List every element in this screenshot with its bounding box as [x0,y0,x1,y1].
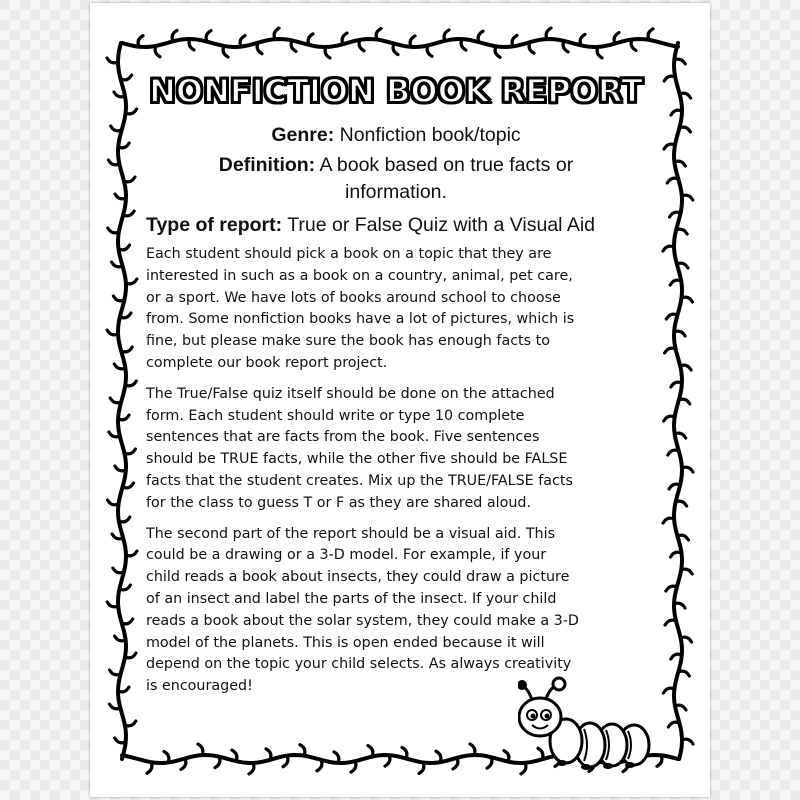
document-page [90,3,710,797]
paragraph-line: child reads a book about insects, they could draw a picture [146,569,570,586]
genre-value: Nonfiction book/topic [339,124,521,146]
vine-leaf [678,671,689,676]
paragraph-line: complete our book report project. [146,354,388,371]
paragraph-line: facts that the student creates. Mix up the TRUE/FALSE facts [146,472,573,489]
report-type-line [146,213,646,238]
definition-line [146,153,646,178]
paragraph-line: from. Some nonfiction books have a lot of pictures, which is [146,311,575,328]
vine-leaf [266,749,271,760]
report-type-label: Type of report: [146,214,283,236]
genre-line [146,123,646,148]
page-title: NONFICTION BOOK REPORT [149,72,643,110]
definition-value-2: information. [345,181,447,203]
vine-leaf [111,126,122,131]
definition-label: Definition: [218,154,316,176]
vine-leaf [679,127,690,132]
genre-label: Genre: [271,124,335,146]
paragraph-line: depend on the topic your child selects. As always creativity [146,656,572,673]
paragraph-3 [146,524,646,698]
vine-leaf [667,178,678,183]
definition-value-1: A book based on true facts or [319,154,574,176]
paragraph-line: for the class to guess T or F as they are shared aloud. [146,494,532,511]
report-type-value: True or False Quiz with a Visual Aid [287,214,596,236]
paragraph-2 [146,384,646,515]
paragraph-line: interested in such as a book on a country, animal, pet care, [146,267,573,284]
paragraph-line: could be a drawing or a 3-D model. For example, if your [146,547,547,564]
paragraph-1 [146,244,646,375]
report-content [146,69,646,707]
paragraph-line: form. Each student should write or type 10 complete [146,407,525,424]
paragraph-line: model of the planets. This is open ended because it will [146,634,545,651]
vine-leaf [529,42,534,53]
paragraph-line: fine, but please make sure the book has enough facts to [146,333,551,350]
paragraph-line: is encouraged! [146,678,253,695]
paragraph-line: or a sport. We have lots of books around school to choose [146,289,561,306]
paragraph-line: Each student should pick a book on a topic that they are [146,246,552,262]
paragraph-line: The True/False quiz itself should be done on the attached [146,385,555,402]
paragraph-line: sentences that are facts from the book. Five sentences [146,429,540,446]
vine-leaf [122,619,133,624]
paragraph-line: reads a book about the solar system, they could make a 3-D [146,612,579,629]
vine-leaf [121,347,132,352]
paragraph-line: should be TRUE facts, while the other five should be FALSE [146,451,568,468]
paragraph-line: of an insect and label the parts of the insect. If your child [146,590,557,607]
vine-leaf [668,450,679,455]
vine-leaf [206,31,211,42]
vine-leaf [110,670,121,675]
definition-line-2 [146,180,646,205]
caterpillar-icon [518,675,658,775]
paragraph-line: The second part of the report should be a visual aid. This [146,525,556,542]
vine-leaf [257,43,262,54]
